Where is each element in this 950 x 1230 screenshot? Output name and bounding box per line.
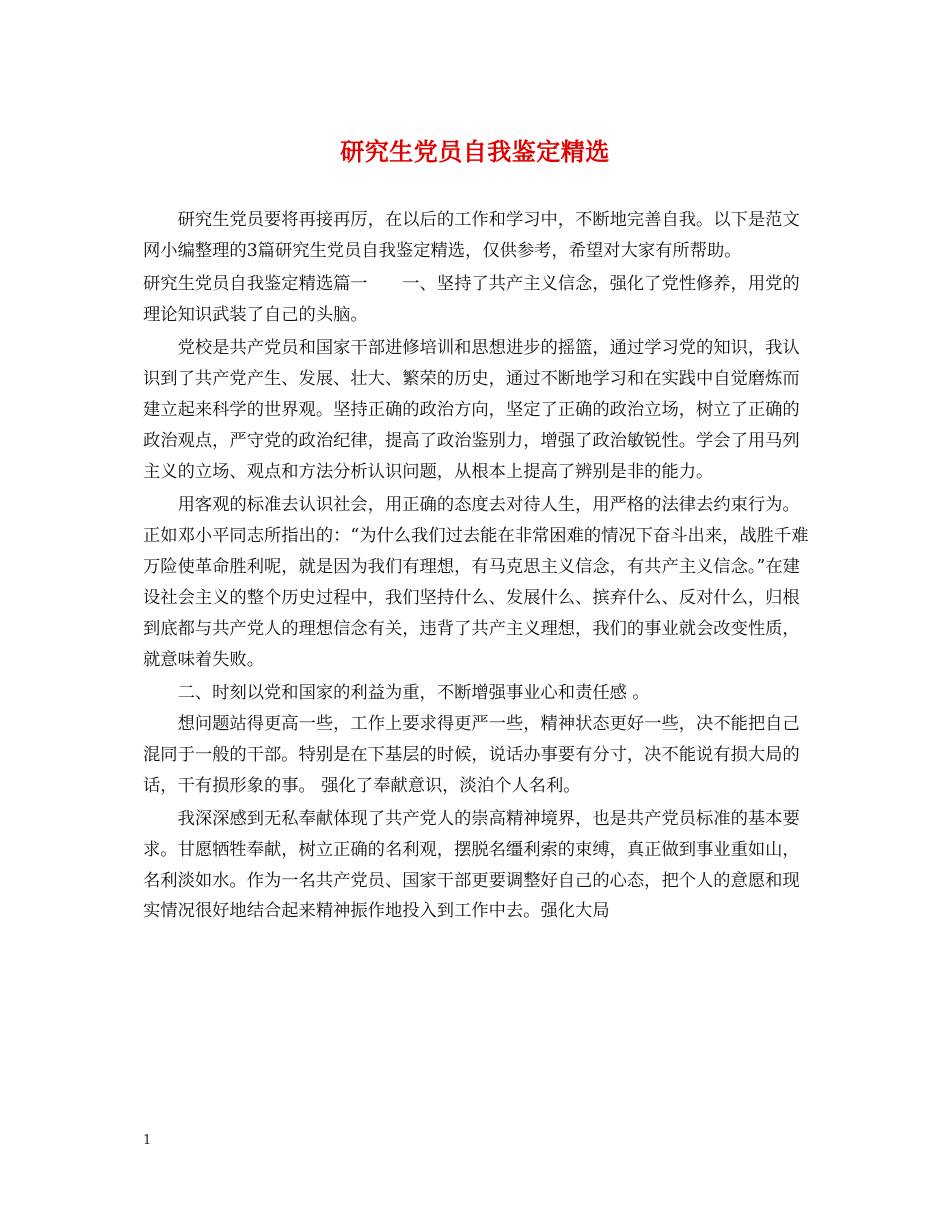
paragraph-intro: 研究生党员要将再接再厉，在以后的工作和学习中，不断地完善自我。以下是范文网小编整理的3篇研究生党员自我鉴定精选，仅供参考，希望对大家有所帮助。: [143, 210, 800, 261]
paragraph-selfless-dedication: 我深深感到无私奉献体现了共产党人的崇高精神境界，也是共产党员标准的基本要求。甘愿牺牲奉献，树立正确的名利观，摆脱名缰利索的束缚，真正做到事业重如山，名利淡如水。作为一名共产党员、国家干部更要调整好自己的心态，把个人的意愿和现实情况很好地结合起来精神振作地投入到工作中去。强化大局: [143, 808, 800, 922]
paragraph-objective-standard: 用客观的标准去认识社会，用正确的态度去对待人生，用严格的法律去约束行为。正如邓小平同志所指出的：“为什么我们过去能在非常困难的情况下奋斗出来，战胜千难万险使革命胜利呢，就是因为我们有理想，有马克思主义信念，有共产主义信念。”在建设社会主义的整个历史过程中，我们坚持什么、发展什么、摈弃什么、反对什么，归根到底都与共产党人的理想信念有关，违背了共产主义理想，我们的事业就会改变性质，就意味着失败。: [143, 495, 809, 670]
paragraph-section-one-heading: 研究生党员自我鉴定精选篇一 一、坚持了共产主义信念，强化了党性修养，用党的理论知识武装了自己的头脑。: [143, 274, 800, 326]
document-title: 研究生党员自我鉴定精选: [340, 137, 610, 166]
paragraph-section-two-heading: 二、时刻以党和国家的利益为重，不断增强事业心和责任感 。: [177, 682, 650, 703]
paragraph-party-school: 党校是共产党员和国家干部进修培训和思想进步的摇篮，通过学习党的知识，我认识到了共产党产生、发展、壮大、繁荣的历史，通过不断地学习和在实践中自觉磨炼而建立起来科学的世界观。坚持正确的政治方向，坚定了正确的政治立场，树立了正确的政治观点，严守党的政治纪律，提高了政治鉴别力，增强了政治敏锐性。学会了用马列主义的立场、观点和方法分析认识问题，从根本上提高了辨别是非的能力。: [143, 338, 800, 482]
paragraph-think-higher: 想问题站得更高一些，工作上要求得更严一些，精神状态更好一些，决不能把自己混同于一般的干部。特别是在下基层的时候，说话办事要有分寸，决不能说有损大局的话，干有损形象的事。 强化了奉献意识，淡泊个人名利。: [143, 713, 800, 796]
document-body: [143, 205, 813, 930]
page-number: 1: [143, 1133, 152, 1148]
